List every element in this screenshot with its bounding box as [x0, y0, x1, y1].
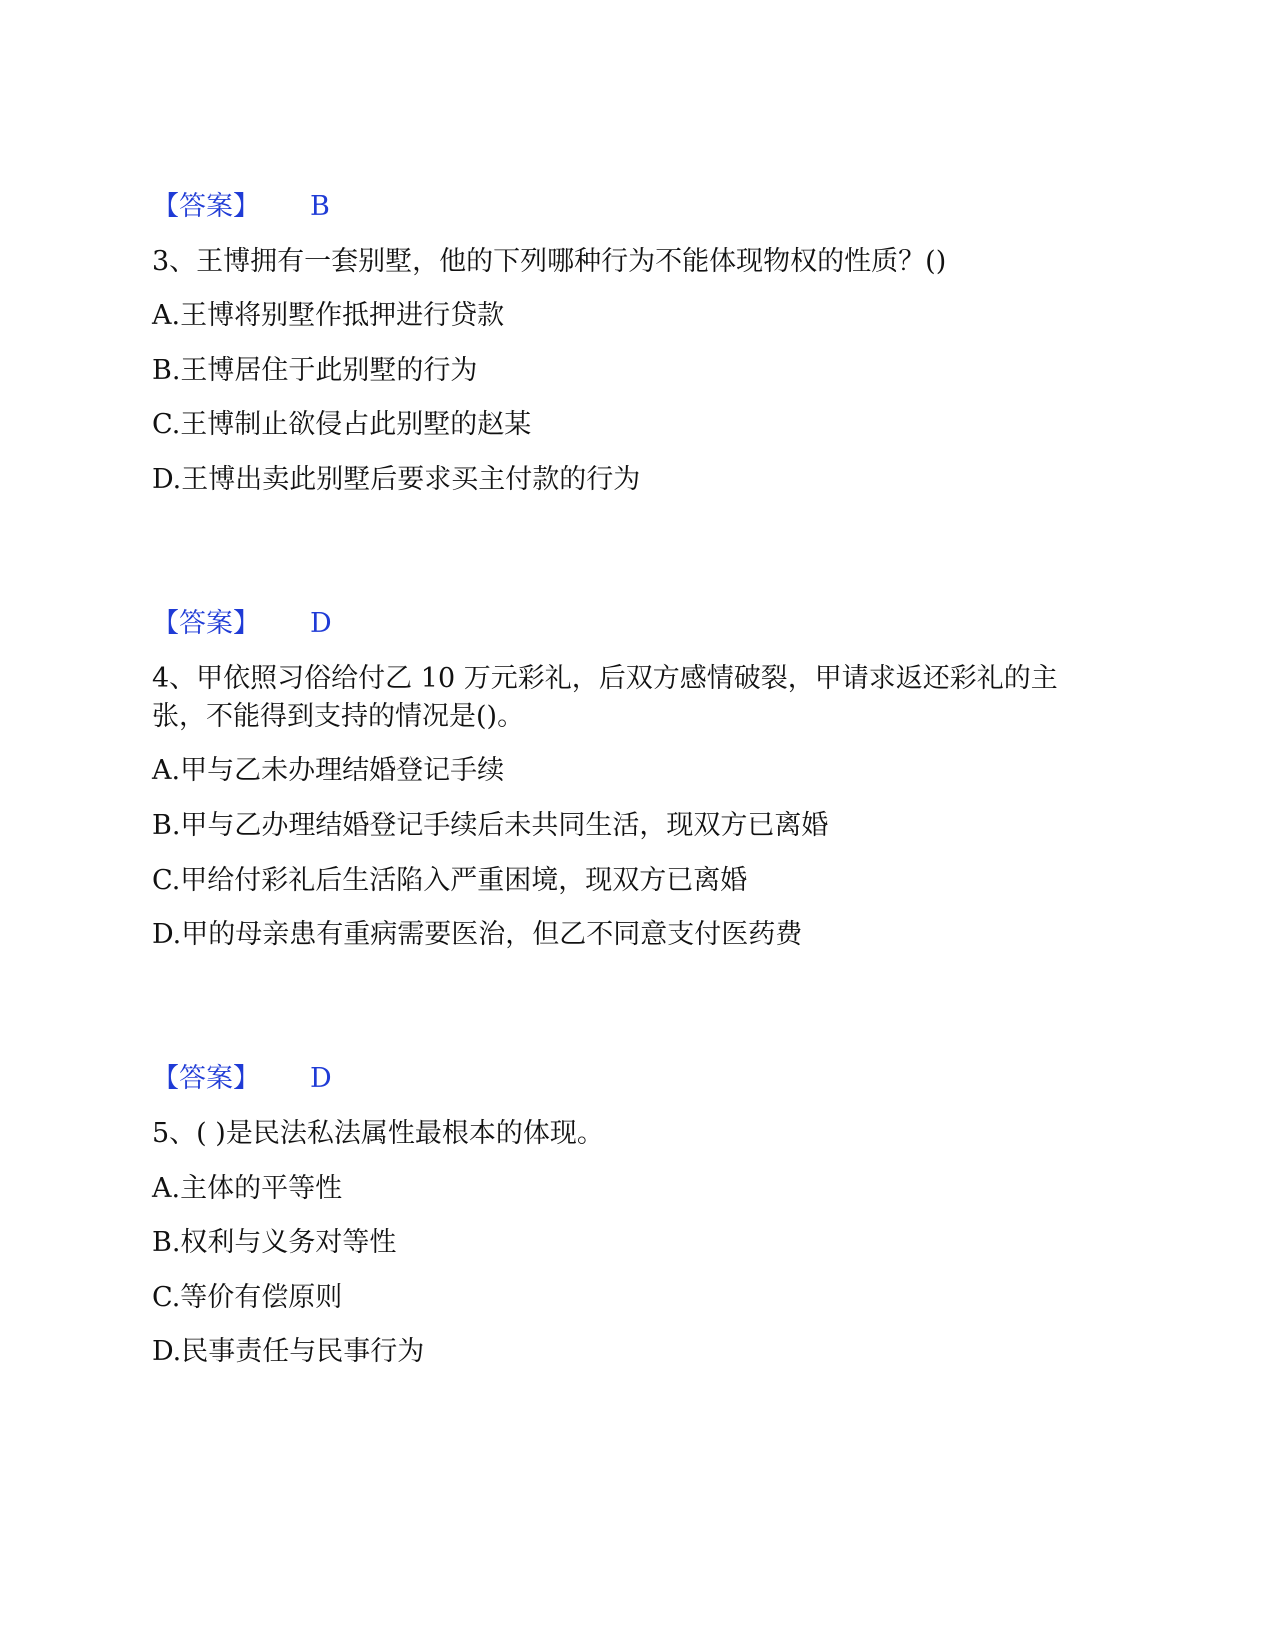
option-c: C.王博制止欲侵占此别墅的赵某 — [152, 409, 532, 440]
option-c: C.等价有偿原则 — [152, 1282, 343, 1313]
option-b: B.甲与乙办理结婚登记手续后未共同生活，现双方已离婚 — [152, 810, 829, 841]
answer-label: 【答案】 — [152, 608, 260, 639]
option-a: A.主体的平等性 — [152, 1173, 343, 1204]
option-d: D.王博出卖此别墅后要求买主付款的行为 — [152, 464, 641, 495]
option-b: B.权利与义务对等性 — [152, 1227, 397, 1258]
question-stem: 3、王博拥有一套别墅，他的下列哪种行为不能体现物权的性质？() — [152, 246, 947, 277]
option-d: D.甲的母亲患有重病需要医治，但乙不同意支付医药费 — [152, 919, 803, 950]
question-stem: 5、( )是民法私法属性最根本的体现。 — [152, 1118, 604, 1149]
option-d: D.民事责任与民事行为 — [152, 1336, 425, 1367]
question-stem: 4、甲依照习俗给付乙 10 万元彩礼，后双方感情破裂，甲请求返还彩礼的主 — [152, 663, 1058, 694]
option-a: A.甲与乙未办理结婚登记手续 — [152, 755, 505, 786]
answer-line — [152, 609, 332, 639]
answer-line — [152, 1064, 332, 1094]
option-c: C.甲给付彩礼后生活陷入严重困境，现双方已离婚 — [152, 865, 748, 896]
question-stem-continued: 张，不能得到支持的情况是()。 — [152, 701, 525, 732]
answer-value: B — [310, 191, 330, 222]
answer-value: D — [310, 1063, 332, 1094]
answer-label: 【答案】 — [152, 191, 260, 222]
answer-value: D — [310, 608, 332, 639]
answer-line — [152, 192, 330, 222]
option-a: A.王博将别墅作抵押进行贷款 — [152, 300, 505, 331]
option-b: B.王博居住于此别墅的行为 — [152, 355, 478, 386]
answer-label: 【答案】 — [152, 1063, 260, 1094]
